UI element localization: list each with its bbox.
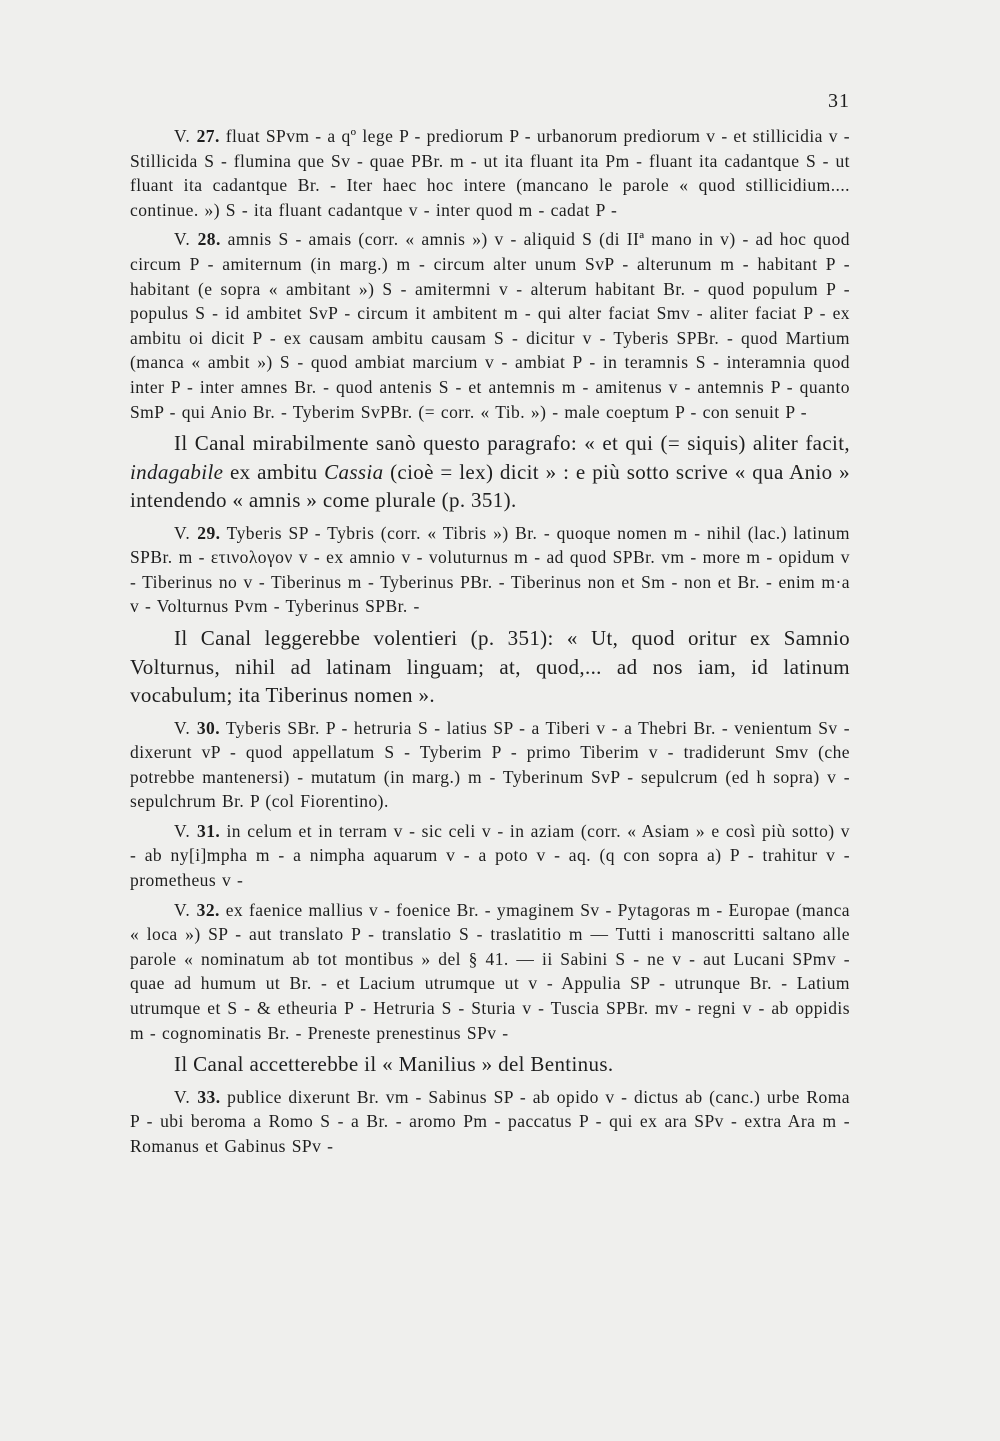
verse-number: 29. bbox=[197, 522, 221, 543]
commentary-paragraph bbox=[130, 429, 850, 515]
verse-number: 31. bbox=[197, 820, 221, 841]
commentary-paragraph bbox=[130, 624, 850, 710]
verse-label: V. bbox=[174, 522, 191, 543]
apparatus-paragraph bbox=[130, 716, 850, 814]
document-body bbox=[130, 124, 850, 1164]
commentary-text: ex ambitu bbox=[223, 459, 325, 484]
apparatus-text: Tyberis SP - Tybris (corr. « Tibris ») Br. - quoque nomen m - nihil (lac.) latinum SPBr. m - ετινολογον v - ex amnio v - voluturnus m - ad quod SPBr. vm - more m - opidum v - Tiberinus no v - Tiberinus m - Tyberinus PBr. - Tiberinus non et Sm - non et Br. - enim m·a v - Volturnus Pvm - Tyberinus SPBr. - bbox=[130, 522, 850, 617]
commentary-text: Il Canal mirabilmente sanò questo paragrafo: « et qui (= siquis) aliter facit, bbox=[174, 431, 850, 456]
apparatus-paragraph bbox=[130, 898, 850, 1046]
apparatus-text: amnis S - amais (corr. « amnis ») v - aliquid S (di IIª mano in v) - ad hoc quod circum P - amiternum (in marg.) m - circum alter unum SvP - alterunum m - habitant P - habitant (e sopra « ambitant ») S - amitermni v - alterum habitant Br. - quod populum P - populus S - id ambitet SvP - circum it ambitent m - qui alter faciat Smv - aliter faciat P - ex ambitu oi dicit P - ex causam ambitu causam S - dicitur v - Tyberis SPBr. - quod Martium (manca « ambit ») S - quod ambiat marcium v - ambiat P - in teramnis S - interamnia quod inter P - inter amnes Br. - quod antenis S - et antemnis m - amitenus v - antemnis P - quanto SmP - qui Anio Br. - Tyberim SvPBr. (= corr. « Tib. ») - male coeptum P - con senuit P - bbox=[130, 229, 850, 422]
verse-number: 30. bbox=[196, 717, 221, 738]
verse-label: V. bbox=[174, 717, 191, 738]
commentary-text: Il Canal leggerebbe volentieri (p. 351): « Ut, quod oritur ex Samnio Volturnus, nihil ad latinam linguam; at, quod,... ad nos iam, id latinum vocabulum; ita Tiberinus nomen ». bbox=[130, 626, 850, 707]
apparatus-paragraph bbox=[130, 227, 850, 424]
apparatus-paragraph bbox=[130, 1085, 850, 1159]
commentary-paragraph bbox=[130, 1050, 850, 1079]
apparatus-paragraph bbox=[130, 124, 850, 222]
verse-label: V. bbox=[174, 126, 191, 146]
italic-text: indagabile bbox=[130, 459, 224, 484]
commentary-text: Il Canal accetterebbe il « Manilius » del Bentinus. bbox=[174, 1052, 614, 1077]
verse-label: V. bbox=[174, 1086, 191, 1107]
verse-number: 33. bbox=[197, 1086, 221, 1107]
verse-number: 32. bbox=[196, 899, 220, 920]
apparatus-text: Tyberis SBr. P - hetruria S - latius SP - a Tiberi v - a Thebri Br. - venientum Sv - dixerunt vP - quod appellatum S - Tyberim P - primo Tiberim v - tradiderunt Smv (che potrebbe mantenersi) - mutatum (in marg.) m - Tyberinum SvP - sepulcrum (ed h sopra) v - sepulchrum Br. P (col Fiorentino). bbox=[130, 717, 850, 812]
verse-label: V. bbox=[174, 899, 191, 920]
apparatus-paragraph bbox=[130, 521, 850, 619]
verse-label: V. bbox=[174, 820, 191, 841]
verse-number: 28. bbox=[197, 229, 221, 250]
page-number: 31 bbox=[828, 90, 850, 112]
verse-number: 27. bbox=[196, 126, 220, 146]
italic-text: Cassia bbox=[324, 459, 384, 484]
apparatus-text: publice dixerunt Br. vm - Sabinus SP - ab opido v - dictus ab (canc.) urbe Roma P - ubi beroma a Romo S - a Br. - aromo Pm - paccatus P - qui ex ara SPv - extra Ara m - Romanus et Gabinus SPv - bbox=[130, 1086, 850, 1156]
apparatus-text: fluat SPvm - a qº lege P - prediorum P - urbanorum prediorum v - et stillicidia v - Stillicida S - flumina que Sv - quae PBr. m - ut ita fluant ita Pm - fluant ita cadantque S - ut fluant ita cadantque Br. - Iter haec hoc intere (mancano le parole « quod stillicidium.... continue. ») S - ita fluant cadantque v - inter quod m - cadat P - bbox=[130, 126, 851, 220]
apparatus-paragraph bbox=[130, 819, 850, 893]
verse-label: V. bbox=[174, 229, 191, 250]
apparatus-text: in celum et in terram v - sic celi v - in aziam (corr. « Asiam » e così più sotto) v - ab ny[i]mpha m - a nimpha aquarum v - a poto v - aq. (q con sopra a) P - trahitur v - prometheus v - bbox=[130, 820, 851, 891]
apparatus-text: ex faenice mallius v - foenice Br. - ymaginem Sv - Pytagoras m - Europae (manca « loca ») SP - aut translato P - translatio S - traslatitio m — Tutti i manoscritti saltano alle parole « nominatum ab tot montibus » del § 41. — ii Sabini S - ne v - aut Lucani SPmv - quae ad humum ut Br. - et Lacium utrumque ut v - Appulia SP - utrunque Br. - Latium utrumque et S - & etheuria P - Hetruria S - Sturia v - Tuscia SPBr. mv - regni v - ab oppidis m - cognominatis Br. - Preneste prenestinus SPv - bbox=[130, 899, 851, 1043]
commentary-text: (cioè = lex) dicit » : e più sotto scrive « qua Anio » intendendo « amnis » come plurale (p. 351). bbox=[130, 459, 850, 513]
